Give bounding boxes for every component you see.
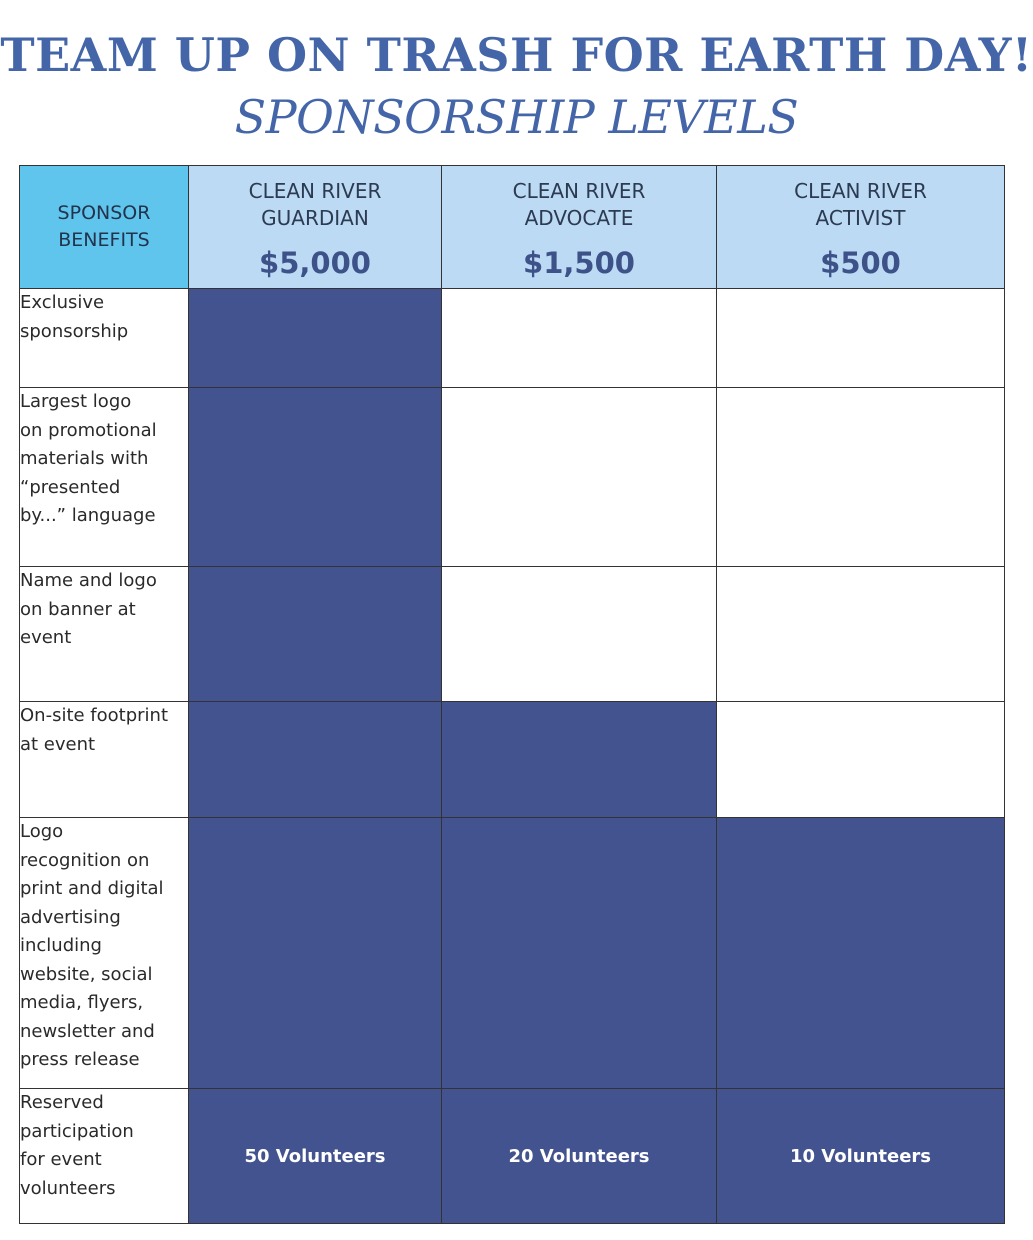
not-included-cell-activist: [717, 289, 1005, 388]
benefit-row-largest-logo: [20, 388, 1005, 567]
not-included-cell-advocate: [442, 388, 717, 567]
level-name: CLEAN RIVER GUARDIAN: [248, 179, 382, 230]
not-included-cell-advocate: [442, 567, 717, 702]
level-price: $500: [820, 246, 901, 280]
not-included-cell-activist: [717, 388, 1005, 567]
included-cell-guardian: [189, 289, 442, 388]
level-header-advocate: [442, 166, 717, 289]
included-cell-advocate: [442, 702, 717, 818]
page-subtitle: SPONSORSHIP LEVELS: [234, 90, 799, 144]
not-included-cell-activist: [717, 702, 1005, 818]
benefit-row-name-and-logo-banner: [20, 567, 1005, 702]
benefit-label: Reserved participation for event volunteers: [20, 1089, 189, 1224]
level-header-guardian: [189, 166, 442, 289]
benefit-row-logo-recognition: [20, 818, 1005, 1089]
volunteer-count-advocate: 20 Volunteers: [442, 1089, 717, 1224]
page-title: TEAM UP ON TRASH FOR EARTH DAY!: [0, 28, 1033, 82]
level-name: CLEAN RIVER ADVOCATE: [512, 179, 646, 230]
level-header-activist: [717, 166, 1005, 289]
included-cell-advocate: [442, 818, 717, 1089]
volunteer-count-activist: 10 Volunteers: [717, 1089, 1005, 1224]
benefit-row-on-site-footprint: [20, 702, 1005, 818]
benefit-label: Logo recognition on print and digital advertising including website, social media, flyers, newsletter and press release: [20, 818, 189, 1089]
sponsor-benefits-label: SPONSOR BENEFITS: [57, 202, 151, 251]
level-price: $5,000: [259, 246, 371, 280]
included-cell-guardian: [189, 702, 442, 818]
included-cell-activist: [717, 818, 1005, 1089]
benefit-label: Name and logo on banner at event: [20, 567, 189, 702]
not-included-cell-activist: [717, 567, 1005, 702]
volunteer-count-guardian: 50 Volunteers: [189, 1089, 442, 1224]
benefit-label: Exclusive sponsorship: [20, 289, 189, 388]
not-included-cell-advocate: [442, 289, 717, 388]
sponsor-benefits-header: [20, 166, 189, 289]
benefit-row-reserved-volunteers: [20, 1089, 1005, 1224]
benefit-label: Largest logo on promotional materials with “presented by...” language: [20, 388, 189, 567]
level-price: $1,500: [523, 246, 635, 280]
benefit-row-exclusive-sponsorship: [20, 289, 1005, 388]
table-header-row: [20, 166, 1005, 289]
included-cell-guardian: [189, 818, 442, 1089]
included-cell-guardian: [189, 388, 442, 567]
included-cell-guardian: [189, 567, 442, 702]
level-name: CLEAN RIVER ACTIVIST: [794, 179, 927, 230]
sponsorship-table: [19, 165, 1005, 1224]
benefit-label: On-site footprint at event: [20, 702, 189, 818]
